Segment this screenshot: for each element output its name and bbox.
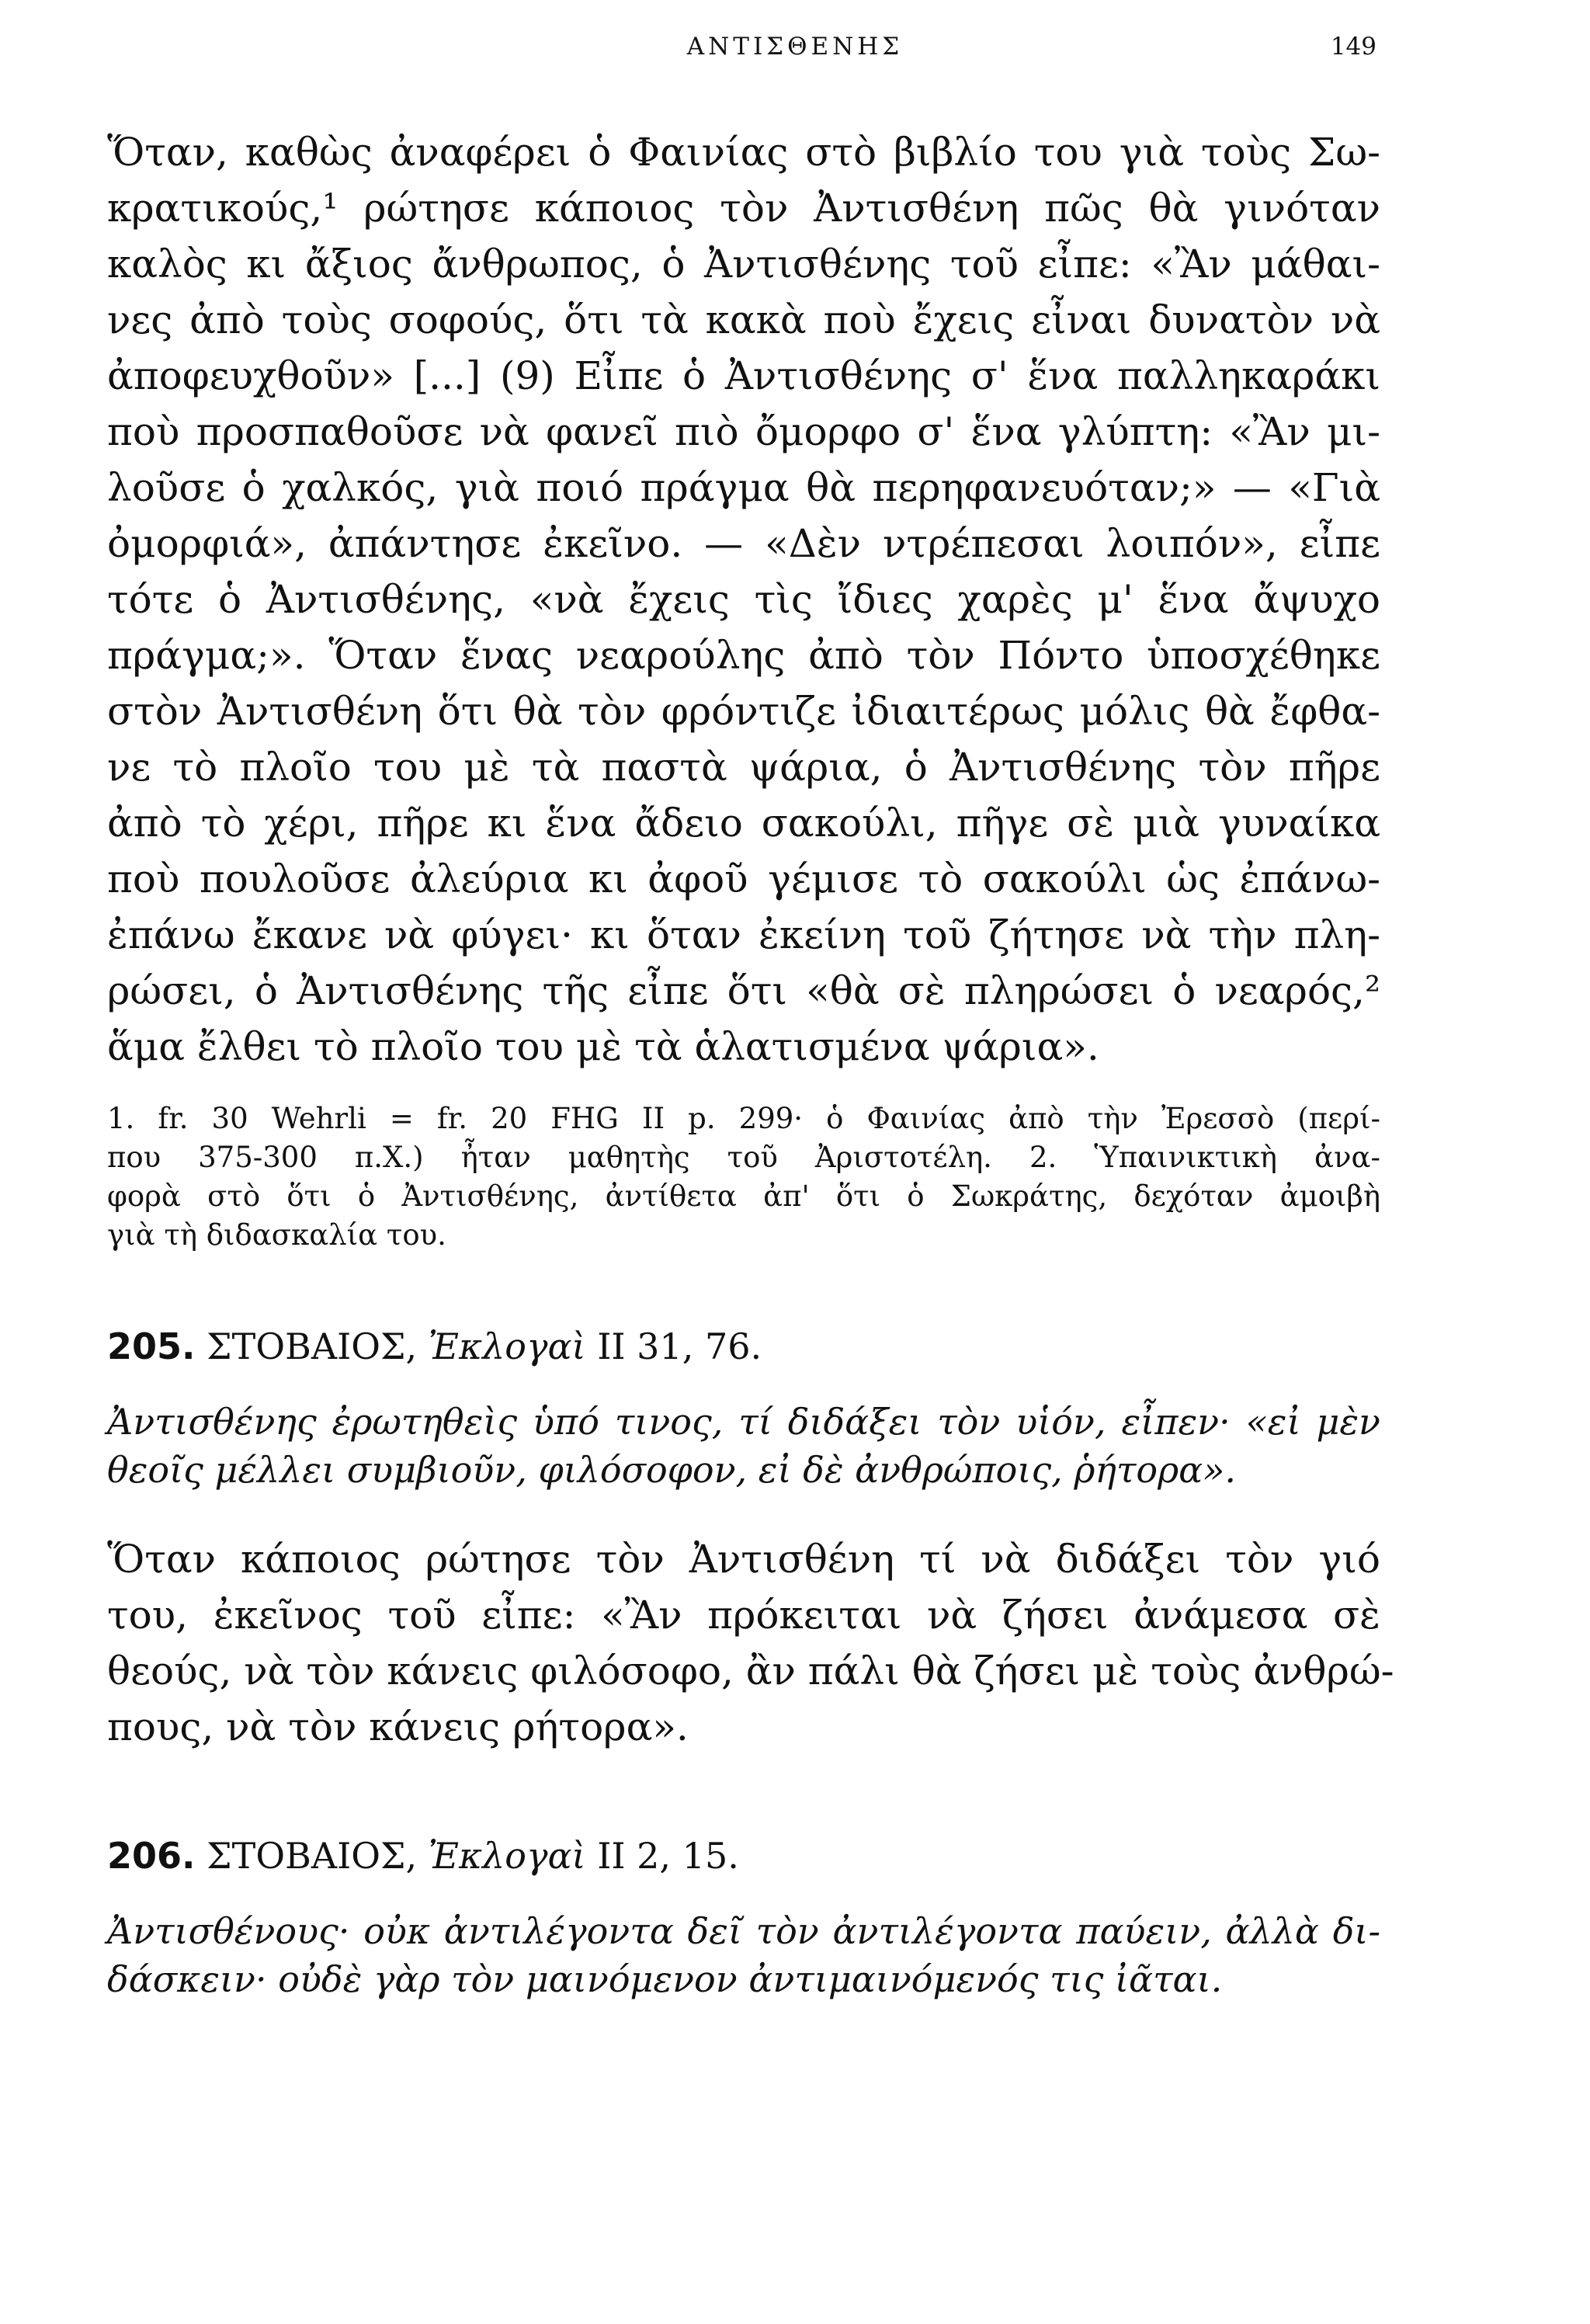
translation-line: του, ἐκεῖνος τοῦ εἶπε: «Ἂν πρόκειται νὰ ζήσει ἀνάμεσα σὲ: [107, 1593, 1380, 1638]
section-author: ΣΤΟΒΑΙΟΣ,: [207, 1835, 418, 1877]
paragraph-line: λοῦσε ὁ χαλκός, γιὰ ποιό πράγμα θὰ περηφανευόταν;» — «Γιὰ: [107, 465, 1380, 510]
paragraph-line: ἀποφευχθοῦν» [...] (9) Εἶπε ὁ Ἀντισθένης σ' ἕνα παλληκαράκι: [107, 353, 1380, 398]
greek-line: θεοῖς μέλλει συμβιοῦν, φιλόσοφον, εἰ δὲ ἀνθρώποις, ῥήτορα».: [107, 1449, 1236, 1491]
section-heading-205: [107, 1323, 1380, 1370]
paragraph-line: πράγμα;». Ὅταν ἕνας νεαρούλης ἀπὸ τὸν Πόντο ὑποσχέθηκε: [107, 633, 1380, 678]
paragraph-line: ποὺ προσπαθοῦσε νὰ φανεῖ πιὸ ὄμορφο σ' ἕνα γλύπτη: «Ἂν μι-: [107, 409, 1380, 454]
footnote-line: φορὰ στὸ ὅτι ὁ Ἀντισθένης, ἀντίθετα ἀπ' ὅτι ὁ Σωκράτης, δεχόταν ἀμοιβὴ: [107, 1179, 1380, 1213]
greek-line: Ἀντισθένους· οὐκ ἀντιλέγοντα δεῖ τὸν ἀντιλέγοντα παύειν, ἀλλὰ δι-: [107, 1910, 1380, 1952]
section-work: Ἐκλογαὶ: [428, 1835, 586, 1877]
top-paragraph: [107, 124, 1380, 1075]
section-number: 206.: [107, 1835, 196, 1877]
paragraph-line: Ὅταν, καθὼς ἀναφέρει ὁ Φαινίας στὸ βιβλίο του γιὰ τοὺς Σω-: [107, 130, 1380, 175]
paragraph-line: κρατικούς,¹ ρώτησε κάποιος τὸν Ἀντισθένη πῶς θὰ γινόταν: [107, 186, 1380, 231]
greek-quote-206: [107, 1907, 1380, 2003]
section-number: 205.: [107, 1325, 196, 1367]
paragraph-line: καλὸς κι ἄξιος ἄνθρωπος, ὁ Ἀντισθένης τοῦ εἶπε: «Ἂν μάθαι-: [107, 241, 1380, 287]
translation-205: [107, 1531, 1394, 1755]
footnote-line: που 375-300 π.Χ.) ἦταν μαθητὴς τοῦ Ἀριστοτέλη. 2. Ὑπαινικτικὴ ἀνα-: [107, 1141, 1380, 1174]
section-reference: II 31, 76.: [597, 1325, 762, 1367]
paragraph-line: ἅμα ἔλθει τὸ πλοῖο του μὲ τὰ ἁλατισμένα ψάρια».: [107, 1024, 1099, 1069]
greek-quote-205: [107, 1398, 1380, 1494]
paragraph-line: τότε ὁ Ἀντισθένης, «νὰ ἔχεις τὶς ἴδιες χαρὲς μ' ἕνα ἄψυχο: [107, 577, 1380, 622]
greek-line: δάσκειν· οὐδὲ γὰρ τὸν μαινόμενον ἀντιμαινόμενός τις ἰᾶται.: [107, 1958, 1223, 2000]
translation-line: πους, νὰ τὸν κάνεις ρήτορα».: [107, 1704, 689, 1749]
footnote-line: γιὰ τὴ διδασκαλία του.: [107, 1218, 446, 1252]
translation-line: Ὅταν κάποιος ρώτησε τὸν Ἀντισθένη τί νὰ διδάξει τὸν γιό: [107, 1537, 1380, 1582]
paragraph-line: στὸν Ἀντισθένη ὅτι θὰ τὸν φρόντιζε ἰδιαιτέρως μόλις θὰ ἔφθα-: [107, 689, 1380, 734]
section-heading-206: [107, 1832, 1380, 1879]
section-author: ΣΤΟΒΑΙΟΣ,: [207, 1325, 418, 1367]
section-work: Ἐκλογαὶ: [428, 1325, 586, 1367]
greek-line: Ἀντισθένης ἐρωτηθεὶς ὑπό τινος, τί διδάξει τὸν υἱόν, εἶπεν· «εἰ μὲν: [107, 1401, 1380, 1443]
page-header: [0, 23, 1590, 70]
paragraph-line: νες ἀπὸ τοὺς σοφούς, ὅτι τὰ κακὰ ποὺ ἔχεις εἶναι δυνατὸν νὰ: [107, 297, 1380, 342]
page-body: [107, 124, 1394, 2003]
paragraph-line: ὀμορφιά», ἀπάντησε ἐκεῖνο. — «Δὲν ντρέπεσαι λοιπόν», εἶπε: [107, 521, 1380, 566]
page-number: 149: [1330, 33, 1376, 61]
running-head: ΑΝΤΙΣΘΕΝΗΣ: [686, 33, 904, 61]
translation-line: θεούς, νὰ τὸν κάνεις φιλόσοφο, ἂν πάλι θὰ ζήσει μὲ τοὺς ἀνθρώ-: [107, 1648, 1394, 1693]
section-reference: II 2, 15.: [597, 1835, 739, 1877]
paragraph-line: ρώσει, ὁ Ἀντισθένης τῆς εἶπε ὅτι «θὰ σὲ πληρώσει ὁ νεαρός,²: [107, 968, 1380, 1013]
footnotes: [107, 1099, 1380, 1255]
paragraph-line: ἀπὸ τὸ χέρι, πῆρε κι ἕνα ἄδειο σακούλι, πῆγε σὲ μιὰ γυναίκα: [107, 801, 1380, 846]
footnote-line: 1. fr. 30 Wehrli = fr. 20 FHG II p. 299· ὁ Φαινίας ἀπὸ τὴν Ἐρεσσὸ (περί-: [107, 1102, 1380, 1135]
paragraph-line: νε τὸ πλοῖο του μὲ τὰ παστὰ ψάρια, ὁ Ἀντισθένης τὸν πῆρε: [107, 745, 1380, 790]
paragraph-line: ποὺ πουλοῦσε ἀλεύρια κι ἀφοῦ γέμισε τὸ σακούλι ὡς ἐπάνω-: [107, 856, 1380, 901]
paragraph-line: ἐπάνω ἔκανε νὰ φύγει· κι ὅταν ἐκείνη τοῦ ζήτησε νὰ τὴν πλη-: [107, 912, 1380, 957]
